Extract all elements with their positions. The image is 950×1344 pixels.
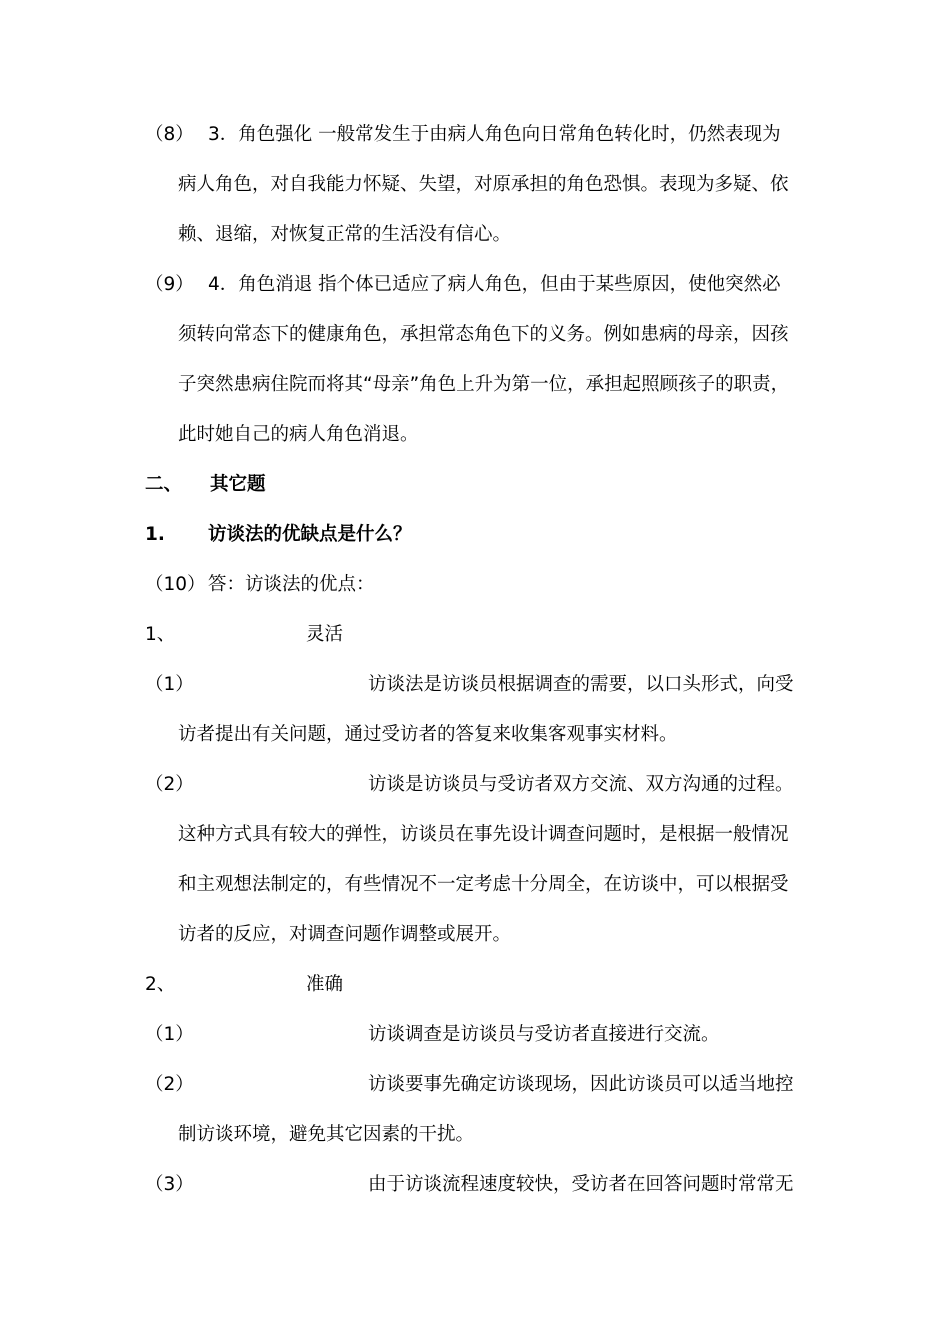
point-2-sub-2-line-2: 制访谈环境，避免其它因素的干扰。 [178, 1124, 475, 1145]
point-1-sub-2-line-4: 访者的反应，对调查问题作调整或展开。 [178, 924, 512, 945]
question-title: 访谈法的优缺点是什么？ [208, 524, 412, 545]
point-2-sub-3-line-1: 由于访谈流程速度较快，受访者在回答问题时常常无 [368, 1174, 794, 1195]
point-2-sub-2-line-1: 访谈要事先确定访谈现场，因此访谈员可以适当地控 [368, 1074, 794, 1095]
item-9-line-2: 须转向常态下的健康角色，承担常态角色下的义务。例如患病的母亲，因孩 [178, 324, 789, 345]
item-9-number: （9） [145, 274, 194, 295]
point-2-sub-2-number: （2） [145, 1074, 194, 1095]
point-2-sub-1-number: （1） [145, 1024, 194, 1045]
item-9-line-1: 4．角色消退 指个体已适应了病人角色，但由于某些原因，使他突然必 [208, 274, 781, 295]
point-1-sub-2-line-1: 访谈是访谈员与受访者双方交流、双方沟通的过程。 [368, 774, 794, 795]
point-1-sub-1-line-1: 访谈法是访谈员根据调查的需要，以口头形式，向受 [368, 674, 794, 695]
question-number: 1. [145, 524, 165, 545]
item-10-text: 答：访谈法的优点： [208, 574, 375, 595]
item-10-number: （10） [145, 574, 206, 595]
point-2-sub-1-line-1: 访谈调查是访谈员与受访者直接进行交流。 [368, 1024, 720, 1045]
item-8-number: （8） [145, 124, 194, 145]
point-2-title: 准确 [306, 974, 344, 995]
point-1-sub-1-line-2: 访者提出有关问题，通过受访者的答复来收集客观事实材料。 [178, 724, 678, 745]
point-1-sub-2-line-2: 这种方式具有较大的弹性，访谈员在事先设计调查问题时，是根据一般情况 [178, 824, 789, 845]
item-9-line-4: 此时她自己的病人角色消退。 [178, 424, 419, 445]
point-1-sub-1-number: （1） [145, 674, 194, 695]
point-2-number: 2、 [145, 974, 176, 995]
section-title: 其它题 [210, 474, 266, 495]
point-1-number: 1、 [145, 624, 176, 645]
point-1-sub-2-number: （2） [145, 774, 194, 795]
item-8-line-3: 赖、退缩，对恢复正常的生活没有信心。 [178, 224, 512, 245]
section-number: 二、 [145, 474, 183, 495]
point-1-title: 灵活 [306, 624, 344, 645]
item-8-line-2: 病人角色，对自我能力怀疑、失望，对原承担的角色恐惧。表现为多疑、依 [178, 174, 789, 195]
item-9-line-3: 子突然患病住院而将其“母亲”角色上升为第一位，承担起照顾孩子的职责， [178, 374, 790, 395]
item-8-line-1: 3．角色强化 一般常发生于由病人角色向日常角色转化时，仍然表现为 [208, 124, 781, 145]
point-2-sub-3-number: （3） [145, 1174, 194, 1195]
point-1-sub-2-line-3: 和主观想法制定的，有些情况不一定考虑十分周全，在访谈中，可以根据受 [178, 874, 789, 895]
